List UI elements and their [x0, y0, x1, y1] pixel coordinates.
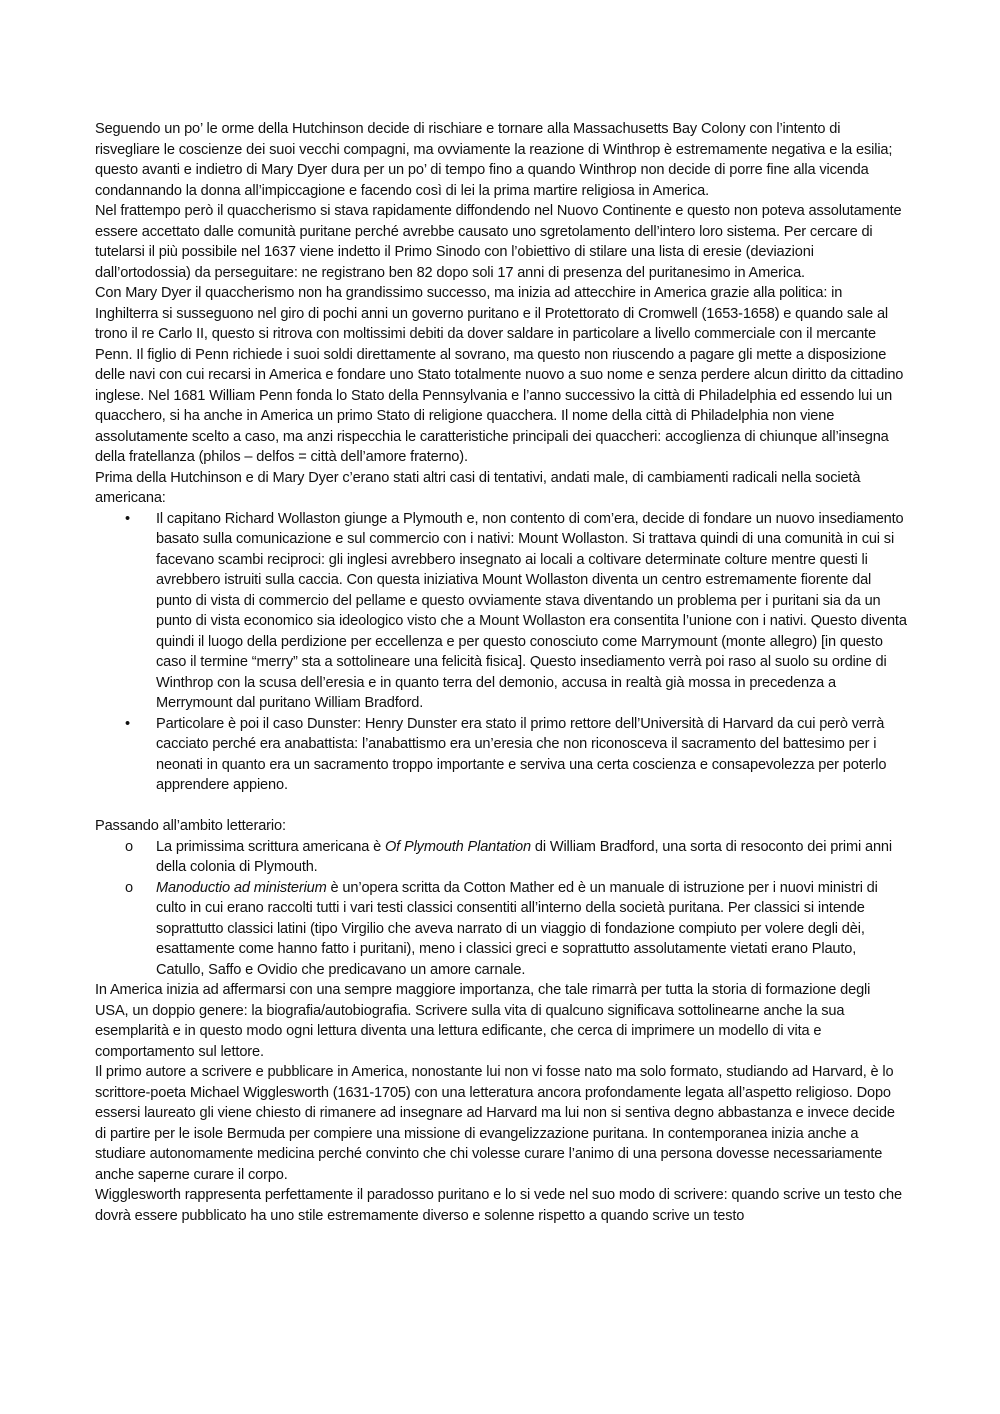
bullet-marker: o: [125, 838, 133, 855]
list-item-text: [156, 839, 892, 876]
book-title: Of Plymouth Plantation: [384, 838, 531, 855]
book-title: Manoductio ad ministerium: [156, 879, 327, 896]
list-item: [95, 714, 907, 796]
circle-bullet-list: [95, 837, 907, 981]
text-run: è un’opera scritta da Cotton Mather ed è un manuale di istruzione per i nuovi ministri di culto in cui erano raccolti tutti i vari testi classici consentiti all’interno della società puritana. Per classici si intende soprattutto classici latini (tipo Virgilio che aveva narrato di un viaggio di fondazione compiuto per volere degli dèi, esattamente come hanno fatto i puritani), meno i classici greci e soprattutto assolutamente vietati erano Plauto, Catullo, Saffo e Ovidio che predicavano un amore carnale.: [156, 879, 878, 978]
paragraph: Wigglesworth rappresenta perfettamente il paradosso puritano e lo si vede nel suo modo di scrivere: quando scrive un testo che dovrà essere pubblicato ha uno stile estremamente diverso e solenne rispetto a quando scrive un testo: [95, 1187, 902, 1224]
paragraph: Prima della Hutchinson e di Mary Dyer c’erano stati altri casi di tentativi, andati male, di cambiamenti radicali nella società americana:: [95, 469, 861, 506]
list-item: [95, 509, 907, 714]
paragraph: Il primo autore a scrivere e pubblicare in America, nonostante lui non vi fosse nato ma solo formato, studiando ad Harvard, è lo scrittore-poeta Michael Wigglesworth (1631-1705) con una letteratura ancora profondamente legata all’aspetto religioso. Dopo essersi laureato gli viene chiesto di rimanere ad insegnare ad Harvard ma lui non si sentiva degno abbastanza e invece decide di partire per le isole Bermuda per compiere una missione di evangelizzazione puritana. In contemporanea inizia anche a studiare autonomamente medicina perché convinto che chi volesse curare l’animo di una persona dovesse necessariamente anche saperne curare il corpo.: [95, 1064, 895, 1183]
document-page: [95, 119, 907, 1226]
text-run: di William Bradford, una sorta di resoconto dei primi anni della colonia di Plymouth.: [156, 838, 892, 875]
blank-line: [95, 796, 907, 817]
bullet-list: [95, 509, 907, 796]
paragraph: Con Mary Dyer il quaccherismo non ha grandissimo successo, ma inizia ad attecchire in America grazie alla politica: in Inghilterra si susseguono nel giro di pochi anni un governo puritano e il Protettorato di Cromwell (1653-1658) e quando sale al trono il re Carlo II, questo si ritrova con moltissimi debiti da dover saldare in particolare a livello commerciale con il mercante Penn. Il figlio di Penn richiede i suoi soldi direttamente al sovrano, ma questo non riuscendo a pagare gli mette a disposizione delle navi con cui recarsi in America e fondare uno Stato totalmente nuovo a suo nome e senza perdere alcun diritto da cittadino inglese. Nel 1681 William Penn fonda lo Stato della Pennsylvania e l’anno successivo la città di Philadelphia ed essendo lui un quacchero, si ha anche in America un primo Stato di religione quacchera. Il nome della città di Philadelphia non viene assolutamente scelto a caso, ma anzi rispecchia le caratteristiche principali dei quaccheri: accoglienza di chiunque all’insegna della fratellanza (philos – delfos = città dell’amore fraterno).: [95, 285, 904, 465]
bullet-marker: •: [125, 715, 130, 732]
paragraph: Nel frattempo però il quaccherismo si stava rapidamente diffondendo nel Nuovo Continente e questo non poteva assolutamente essere accettato dalle comunità puritane perché avrebbe causato uno sgretolamento dell’intero loro sistema. Per cercare di tutelarsi il più possibile nel 1637 viene indetto il Primo Sinodo con l’obiettivo di stilare una lista di eresie (deviazioni dall’ortodossia) da perseguitare: ne registrano ben 82 dopo soli 17 anni di presenza del puritanesimo in America.: [95, 203, 902, 281]
bullet-marker: o: [125, 879, 133, 896]
list-item-text: Particolare è poi il caso Dunster: Henry Dunster era stato il primo rettore dell’Università di Harvard da cui però verrà cacciato perché era anabattista: l’anabattismo era un’eresia che non riconosceva il sacramento del battesimo per i neonati in quanto era un sacramento troppo importante e serviva una certa coscienza e consapevolezza per poterlo apprendere appieno.: [156, 715, 887, 793]
list-item-text: Il capitano Richard Wollaston giunge a Plymouth e, non contento di com’era, decide di fondare un nuovo insediamento basato sulla comunicazione e sul commercio con i nativi: Mount Wollaston. Si trattava quindi di una comunità in cui si facevano scambi reciproci: gli inglesi avrebbero insegnato ai locali a coltivare determinate colture mentre questi li avrebbero istruiti sulla caccia. Con questa iniziativa Mount Wollaston diventa un centro estremamente fiorente dal punto di vista di commercio del pellame e questo ovviamente stava diventando un problema per i puritani sia da un punto di vista economico sia ideologico visto che a Mount Wollaston era consentita l’unione con i nativi. Questo diventa quindi il luogo della perdizione per eccellenza e per questo conosciuto come Marrymount (monte allegro) [in questo caso il termine “merry” sta a sottolineare una felicità fisica]. Questo insediamento verrà poi raso al suolo su ordine di Winthrop con la scusa dell’eresia e in quanto terra del demonio, accusa in realtà già mossa in precedenza a Merrymount dal puritano William Bradford.: [156, 510, 907, 711]
section-intro: Passando all’ambito letterario:: [95, 818, 286, 834]
bullet-marker: •: [125, 510, 130, 527]
list-item: [95, 837, 907, 878]
paragraph: Seguendo un po’ le orme della Hutchinson decide di rischiare e tornare alla Massachusetts Bay Colony con l’intento di risvegliare le coscienze dei suoi vecchi compagni, ma ovviamente la reazione di Winthrop è estremamente negativa e la esilia; questo avanti e indietro di Mary Dyer dura per un po’ di tempo fino a quando Winthrop non decide di porre fine alla vicenda condannando la donna all’impiccagione e facendo così di lei la prima martire religiosa in America.: [95, 121, 893, 199]
list-item-text: [156, 880, 878, 978]
paragraph: In America inizia ad affermarsi con una sempre maggiore importanza, che tale rimarrà per tutta la storia di formazione degli USA, un doppio genere: la biografia/autobiografia. Scrivere sulla vita di qualcuno significava sottolinearne anche la sua esemplarità e in questo modo ogni lettura diventa una lettura edificante, che cerca di imprimere un modello di vita e comportamento sul lettore.: [95, 982, 871, 1060]
list-item: [95, 878, 907, 981]
text-run: La primissima scrittura americana è: [156, 838, 385, 855]
